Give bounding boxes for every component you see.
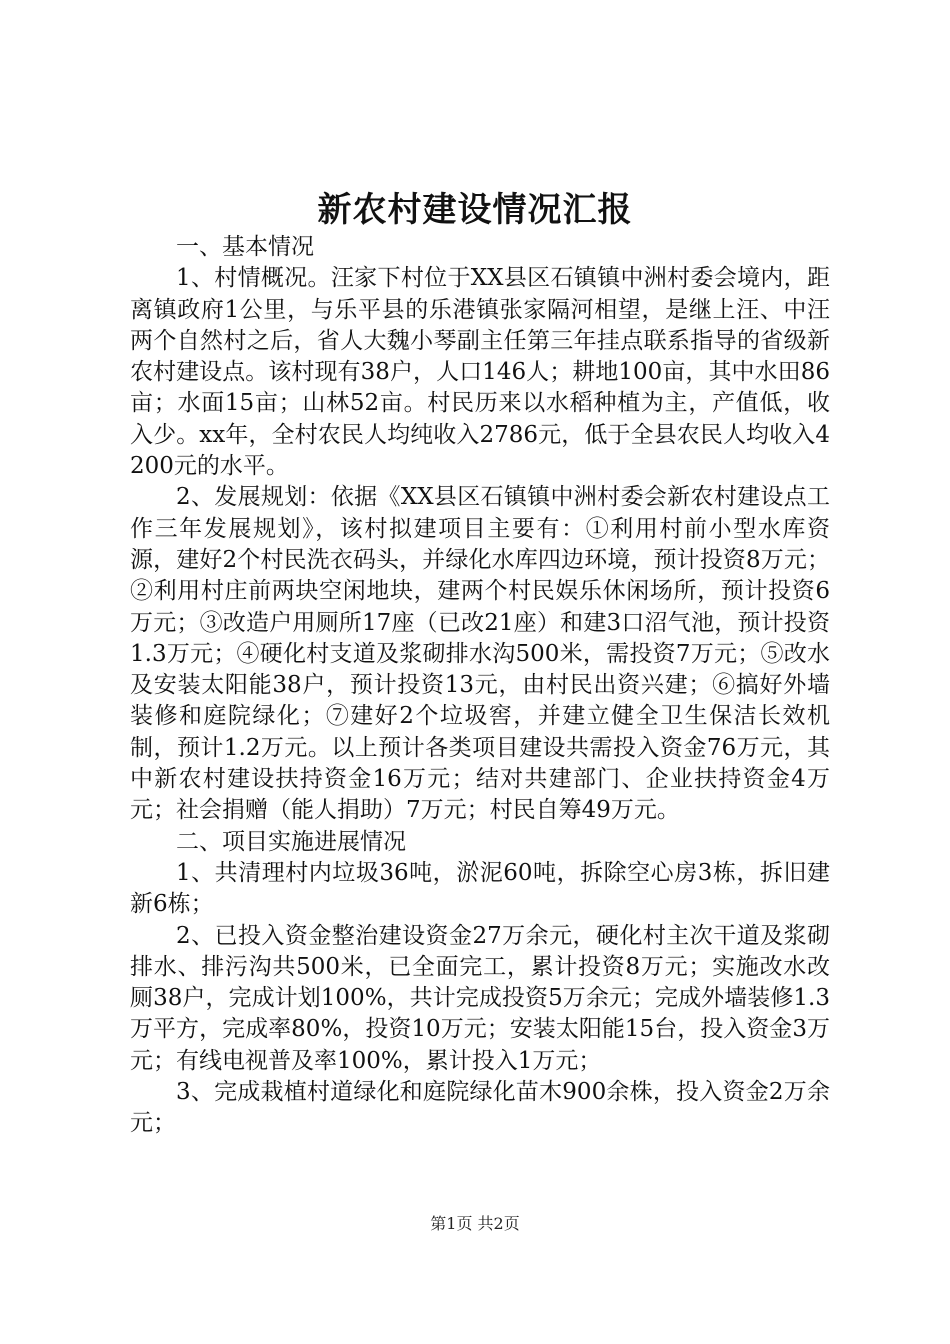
document-body — [130, 232, 830, 1140]
document-title: 新农村建设情况汇报 — [317, 190, 633, 230]
page-number-footer: 第1页 共2页 — [430, 1214, 520, 1233]
paragraph-progress-investment: 2、已投入资金整治建设资金27万余元，硬化村主次干道及浆砌排水、排污沟共500米，已全面完工，累计投资8万元；实施改水改厕38户，完成计划100%，共计完成投资5万余元；完成外墙装修1.3万平方，完成率80%，投资10万元；安装太阳能15台，投入资金3万元；有线电视普及率100%，累计投入1万元； — [130, 922, 830, 1074]
paragraph-progress-greening: 3、完成栽植村道绿化和庭院绿化苗木900余株，投入资金2万余元； — [130, 1079, 830, 1137]
paragraph-village-overview: 1、村情概况。汪家下村位于XX县区石镇镇中洲村委会境内，距离镇政府1公里，与乐平县的乐港镇张家隔河相望，是继上汪、中汪两个自然村之后，省人大魏小琴副主任第三年挂点联系指导的省级新农村建设点。该村现有38户，人口146人；耕地100亩，其中水田86亩；水面15亩；山林52亩。村民历来以水稻种植为主，产值低，收入少。xx年，全村农民人均纯收入2786元，低于全县农民人均收入4200元的水平。 — [130, 265, 830, 480]
paragraph-development-plan: 2、发展规划：依据《XX县区石镇镇中洲村委会新农村建设点工作三年发展规划》，该村拟建项目主要有：①利用村前小型水库资源，建好2个村民洗衣码头，并绿化水库四边环境，预计投资8万元；②利用村庄前两块空闲地块，建两个村民娱乐休闲场所，预计投资6万元；③改造户用厕所17座（已改21座）和建3口沼气池，预计投资1.3万元；④硬化村支道及浆砌排水沟500米，需投资7万元；⑤改水及安装太阳能38户，预计投资13元，由村民出资兴建；⑥搞好外墙装修和庭院绿化；⑦建好2个垃圾窖，并建立健全卫生保洁长效机制，预计1.2万元。以上预计各类项目建设共需投入资金76万元，其中新农村建设扶持资金16万元；结对共建部门、企业扶持资金4万元；社会捐赠（能人捐助）7万元；村民自筹49万元。 — [130, 484, 830, 824]
section-heading-progress: 二、项目实施进展情况 — [176, 828, 406, 855]
section-heading-basic-info: 一、基本情况 — [176, 234, 314, 260]
paragraph-progress-cleanup: 1、共清理村内垃圾36吨，淤泥60吨，拆除空心房3栋，拆旧建新6栋； — [130, 859, 830, 918]
